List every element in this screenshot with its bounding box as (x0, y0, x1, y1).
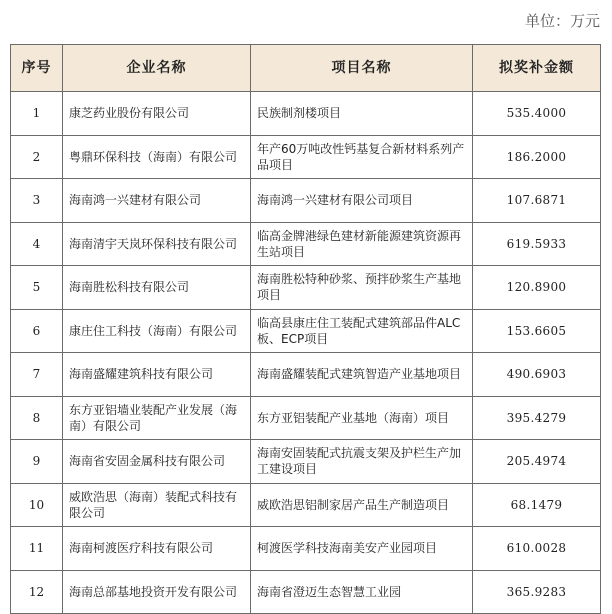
project-name-cell: 海南鸿一兴建材有限公司项目 (251, 179, 473, 223)
table-row (11, 353, 601, 397)
company-name-cell: 海南省安固金属科技有限公司 (63, 440, 251, 484)
row-index-cell: 1 (11, 92, 63, 136)
project-name-cell: 海南省澄迈生态智慧工业园 (251, 570, 473, 614)
company-name-cell: 威欧浩思（海南）装配式科技有限公司 (63, 483, 251, 527)
project-name-cell: 东方亚铝装配产业基地（海南）项目 (251, 396, 473, 440)
table-row (11, 179, 601, 223)
table-row (11, 135, 601, 179)
table-row (11, 92, 601, 136)
company-name-cell: 东方亚铝墙业装配产业发展（海南）有限公司 (63, 396, 251, 440)
project-name-cell: 年产60万吨改性钙基复合新材料系列产品项目 (251, 135, 473, 179)
row-index-cell: 8 (11, 396, 63, 440)
table-row (11, 266, 601, 310)
amount-cell: 395.4279 (473, 396, 601, 440)
company-name-cell: 粤鼎环保科技（海南）有限公司 (63, 135, 251, 179)
project-name-cell: 海南胜松特种砂浆、预拌砂浆生产基地项目 (251, 266, 473, 310)
table-header (11, 45, 601, 92)
amount-cell: 490.6903 (473, 353, 601, 397)
amount-cell: 619.5933 (473, 222, 601, 266)
amount-cell: 365.9283 (473, 570, 601, 614)
company-name-cell: 海南鸿一兴建材有限公司 (63, 179, 251, 223)
amount-cell: 153.6605 (473, 309, 601, 353)
row-index-cell: 10 (11, 483, 63, 527)
project-name-cell: 柯渡医学科技海南美安产业园项目 (251, 527, 473, 571)
header-index: 序号 (11, 45, 63, 92)
project-name-cell: 临高县康庄住工装配式建筑部品件ALC板、ECP项目 (251, 309, 473, 353)
header-company: 企业名称 (63, 45, 251, 92)
row-index-cell: 11 (11, 527, 63, 571)
table-row (11, 222, 601, 266)
row-index-cell: 9 (11, 440, 63, 484)
amount-cell: 68.1479 (473, 483, 601, 527)
table-body (11, 92, 601, 614)
amount-cell: 186.2000 (473, 135, 601, 179)
project-name-cell: 民族制剂楼项目 (251, 92, 473, 136)
company-name-cell: 海南清宇天岚环保科技有限公司 (63, 222, 251, 266)
row-index-cell: 3 (11, 179, 63, 223)
company-name-cell: 康芝药业股份有限公司 (63, 92, 251, 136)
row-index-cell: 6 (11, 309, 63, 353)
row-index-cell: 5 (11, 266, 63, 310)
row-index-cell: 7 (11, 353, 63, 397)
company-name-cell: 康庄住工科技（海南）有限公司 (63, 309, 251, 353)
table-row (11, 440, 601, 484)
header-row (11, 45, 601, 92)
amount-cell: 535.4000 (473, 92, 601, 136)
table-row (11, 396, 601, 440)
company-name-cell: 海南胜松科技有限公司 (63, 266, 251, 310)
project-name-cell: 临高金牌港绿色建材新能源建筑资源再生站项目 (251, 222, 473, 266)
header-project: 项目名称 (251, 45, 473, 92)
row-index-cell: 2 (11, 135, 63, 179)
subsidy-table (10, 44, 601, 614)
unit-label: 单位：万元 (524, 12, 600, 30)
row-index-cell: 12 (11, 570, 63, 614)
project-name-cell: 威欧浩思铝制家居产品生产制造项目 (251, 483, 473, 527)
project-name-cell: 海南安固装配式抗震支架及护栏生产加工建设项目 (251, 440, 473, 484)
company-name-cell: 海南总部基地投资开发有限公司 (63, 570, 251, 614)
amount-cell: 120.8900 (473, 266, 601, 310)
table-row (11, 527, 601, 571)
company-name-cell: 海南盛耀建筑科技有限公司 (63, 353, 251, 397)
amount-cell: 610.0028 (473, 527, 601, 571)
table-row (11, 483, 601, 527)
header-amount: 拟奖补金额 (473, 45, 601, 92)
amount-cell: 107.6871 (473, 179, 601, 223)
company-name-cell: 海南柯渡医疗科技有限公司 (63, 527, 251, 571)
project-name-cell: 海南盛耀装配式建筑智造产业基地项目 (251, 353, 473, 397)
amount-cell: 205.4974 (473, 440, 601, 484)
row-index-cell: 4 (11, 222, 63, 266)
table-row (11, 309, 601, 353)
table-row (11, 570, 601, 614)
